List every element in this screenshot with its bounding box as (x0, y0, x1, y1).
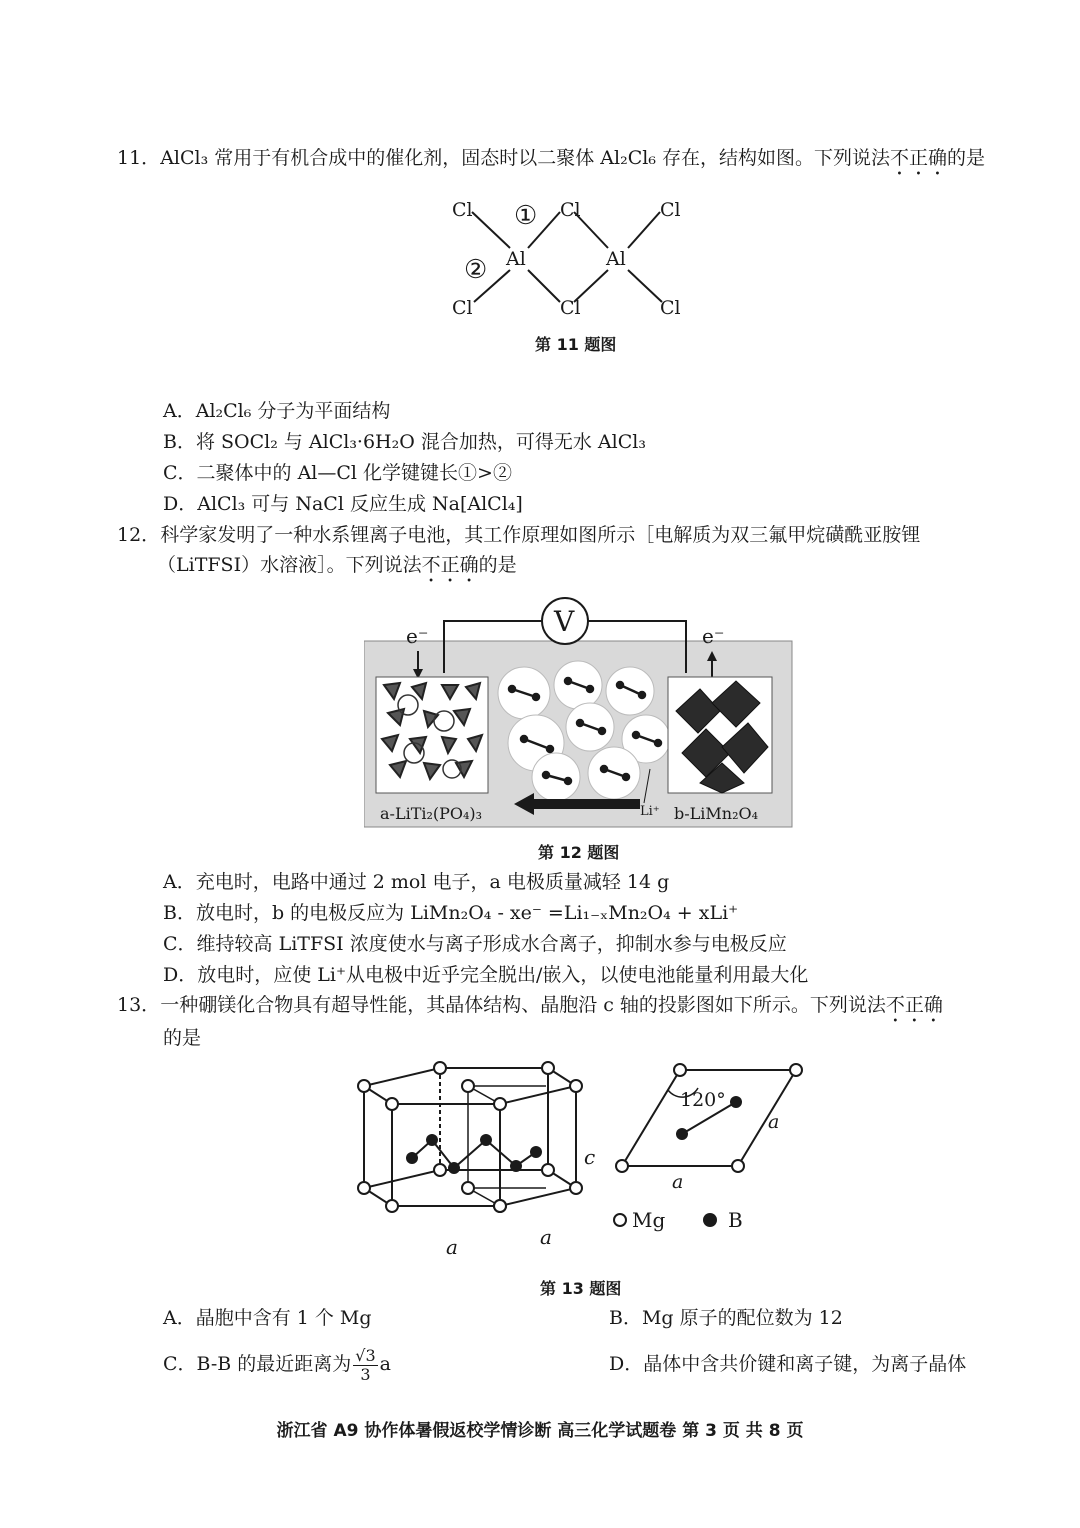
q13-option-b: B．Mg 原子的配位数为 12 (609, 1307, 843, 1329)
electrode-a-label: a-LiTi₂(PO₄)₃ (380, 804, 483, 823)
q13-option-c-unit: a (379, 1353, 391, 1375)
q11-stem (117, 146, 985, 180)
q13-stem-line2: 的是 (163, 1027, 202, 1049)
voltmeter-label: V (554, 605, 575, 638)
q11-option-d: D．AlCl₃ 可与 NaCl 反应生成 Na[AlCl₄] (163, 493, 523, 515)
atom-al-2: Al (606, 248, 626, 270)
projection-a-bottom: a (672, 1171, 684, 1193)
q13-option-c (163, 1342, 391, 1386)
q12-stem-line1 (117, 523, 920, 547)
q12-figure-caption: 第 12 题图 (538, 843, 620, 862)
bond-al1-cl5 (528, 270, 560, 302)
electron-label-left: e⁻ (406, 624, 429, 648)
electrode-b-label: b-LiMn₂O₄ (674, 804, 759, 823)
fraction-denominator: 3 (360, 1364, 371, 1384)
q11-stem-text: AlCl₃ 常用于有机合成中的催化剂，固态时以二聚体 Al₂Cl₆ 存在，结构如图。下列说法 (160, 147, 890, 169)
q12-stem-emphasis: 不正确 (421, 554, 479, 576)
atom-cl-1: Cl (452, 199, 473, 221)
legend-mg-icon (614, 1214, 626, 1226)
q13-stem-line1 (117, 993, 943, 1027)
atom-cl-2: Cl (560, 199, 581, 221)
q11-dimer-structure (440, 190, 700, 325)
atom-cl-4: Cl (452, 297, 473, 319)
q13-crystal-structure (350, 1056, 610, 1266)
b-atom-2 (730, 1096, 742, 1108)
q12-stem-end: 的是 (478, 554, 517, 576)
q12-option-c: C．维持较高 LiTFSI 浓度使水与离子形成水合离子，抑制水参与电极反应 (163, 933, 787, 955)
atom-al-1: Al (506, 248, 526, 270)
q11-stem-emphasis: 不正确 (889, 147, 947, 169)
q13-figure-caption: 第 13 题图 (540, 1279, 622, 1298)
legend-b-label: B (728, 1208, 743, 1232)
li-transport-arrow (530, 799, 640, 809)
axis-a-label-1: a (446, 1235, 458, 1259)
atom-cl-3: Cl (660, 199, 681, 221)
legend-mg-label: Mg (632, 1208, 666, 1232)
electron-label-right: e⁻ (702, 624, 725, 648)
q13-option-c-fraction (353, 1347, 377, 1384)
legend-b-icon (703, 1213, 717, 1227)
q13-option-d: D．晶体中含共价键和离子键，为离子晶体 (609, 1353, 967, 1375)
bond-cl3-al2 (628, 212, 660, 248)
q12-number: 12． (117, 524, 161, 546)
fraction-numerator: √3 (355, 1345, 376, 1365)
bond-marker-1: ① (514, 201, 538, 231)
q11-figure-caption: 第 11 题图 (535, 335, 617, 354)
bond-al2-cl6 (628, 270, 662, 302)
q12-stem-text2: （LiTFSI）水溶液］。下列说法 (157, 554, 422, 576)
q12-option-d: D．放电时，应使 Li⁺从电极中近乎完全脱出/嵌入，以使电池能量利用最大化 (163, 964, 809, 986)
page-footer: 浙江省 A9 协作体暑假返校学情诊断 高三化学试题卷 第 3 页 共 8 页 (276, 1421, 804, 1441)
q13-option-c-text: C．B-B 的最近距离为 (163, 1353, 352, 1375)
atom-cl-5: Cl (560, 297, 581, 319)
boron-atoms (406, 1134, 542, 1174)
q12-stem-line2 (157, 553, 517, 587)
b-atom-1 (676, 1128, 688, 1140)
q11-option-b: B．将 SOCl₂ 与 AlCl₃·6H₂O 混合加热，可得无水 AlCl₃ (163, 431, 646, 453)
q12-option-a: A．充电时，电路中通过 2 mol 电子，a 电极质量减轻 14 g (163, 871, 670, 893)
angle-label: 120° (680, 1089, 726, 1111)
projection-a-side: a (768, 1111, 780, 1133)
q12-option-b: B．放电时，b 的电极反应为 LiMn₂O₄ - xe⁻ =Li₁₋ₓMn₂O₄ + xLi⁺ (163, 902, 739, 924)
atom-cl-6: Cl (660, 297, 681, 319)
q13-stem-text: 一种硼镁化合物具有超导性能，其晶体结构、晶胞沿 c 轴的投影图如下所示。下列说法 (160, 994, 886, 1016)
q11-number: 11． (117, 147, 161, 169)
q13-option-a: A．晶胞中含有 1 个 Mg (163, 1307, 372, 1329)
q11-option-c: C．二聚体中的 Al—Cl 化学键键长①>② (163, 462, 512, 484)
q12-battery-diagram (364, 593, 794, 829)
q13-stem-emphasis: 不正确 (885, 994, 943, 1016)
li-ion-label: Li⁺ (640, 804, 660, 819)
q12-stem-text: 科学家发明了一种水系锂离子电池，其工作原理如图所示［电解质为双三氟甲烷磺酰亚胺锂 (160, 524, 921, 546)
q13-projection (608, 1058, 808, 1238)
bond-marker-2: ② (464, 255, 488, 285)
q11-option-a: A．Al₂Cl₆ 分子为平面结构 (163, 400, 391, 422)
axis-a-label-2: a (540, 1225, 552, 1249)
bond-cl1-al1 (472, 212, 510, 248)
q13-number: 13． (117, 994, 161, 1016)
q11-stem-end: 的是 (947, 147, 986, 169)
axis-c-label: c (584, 1145, 596, 1169)
